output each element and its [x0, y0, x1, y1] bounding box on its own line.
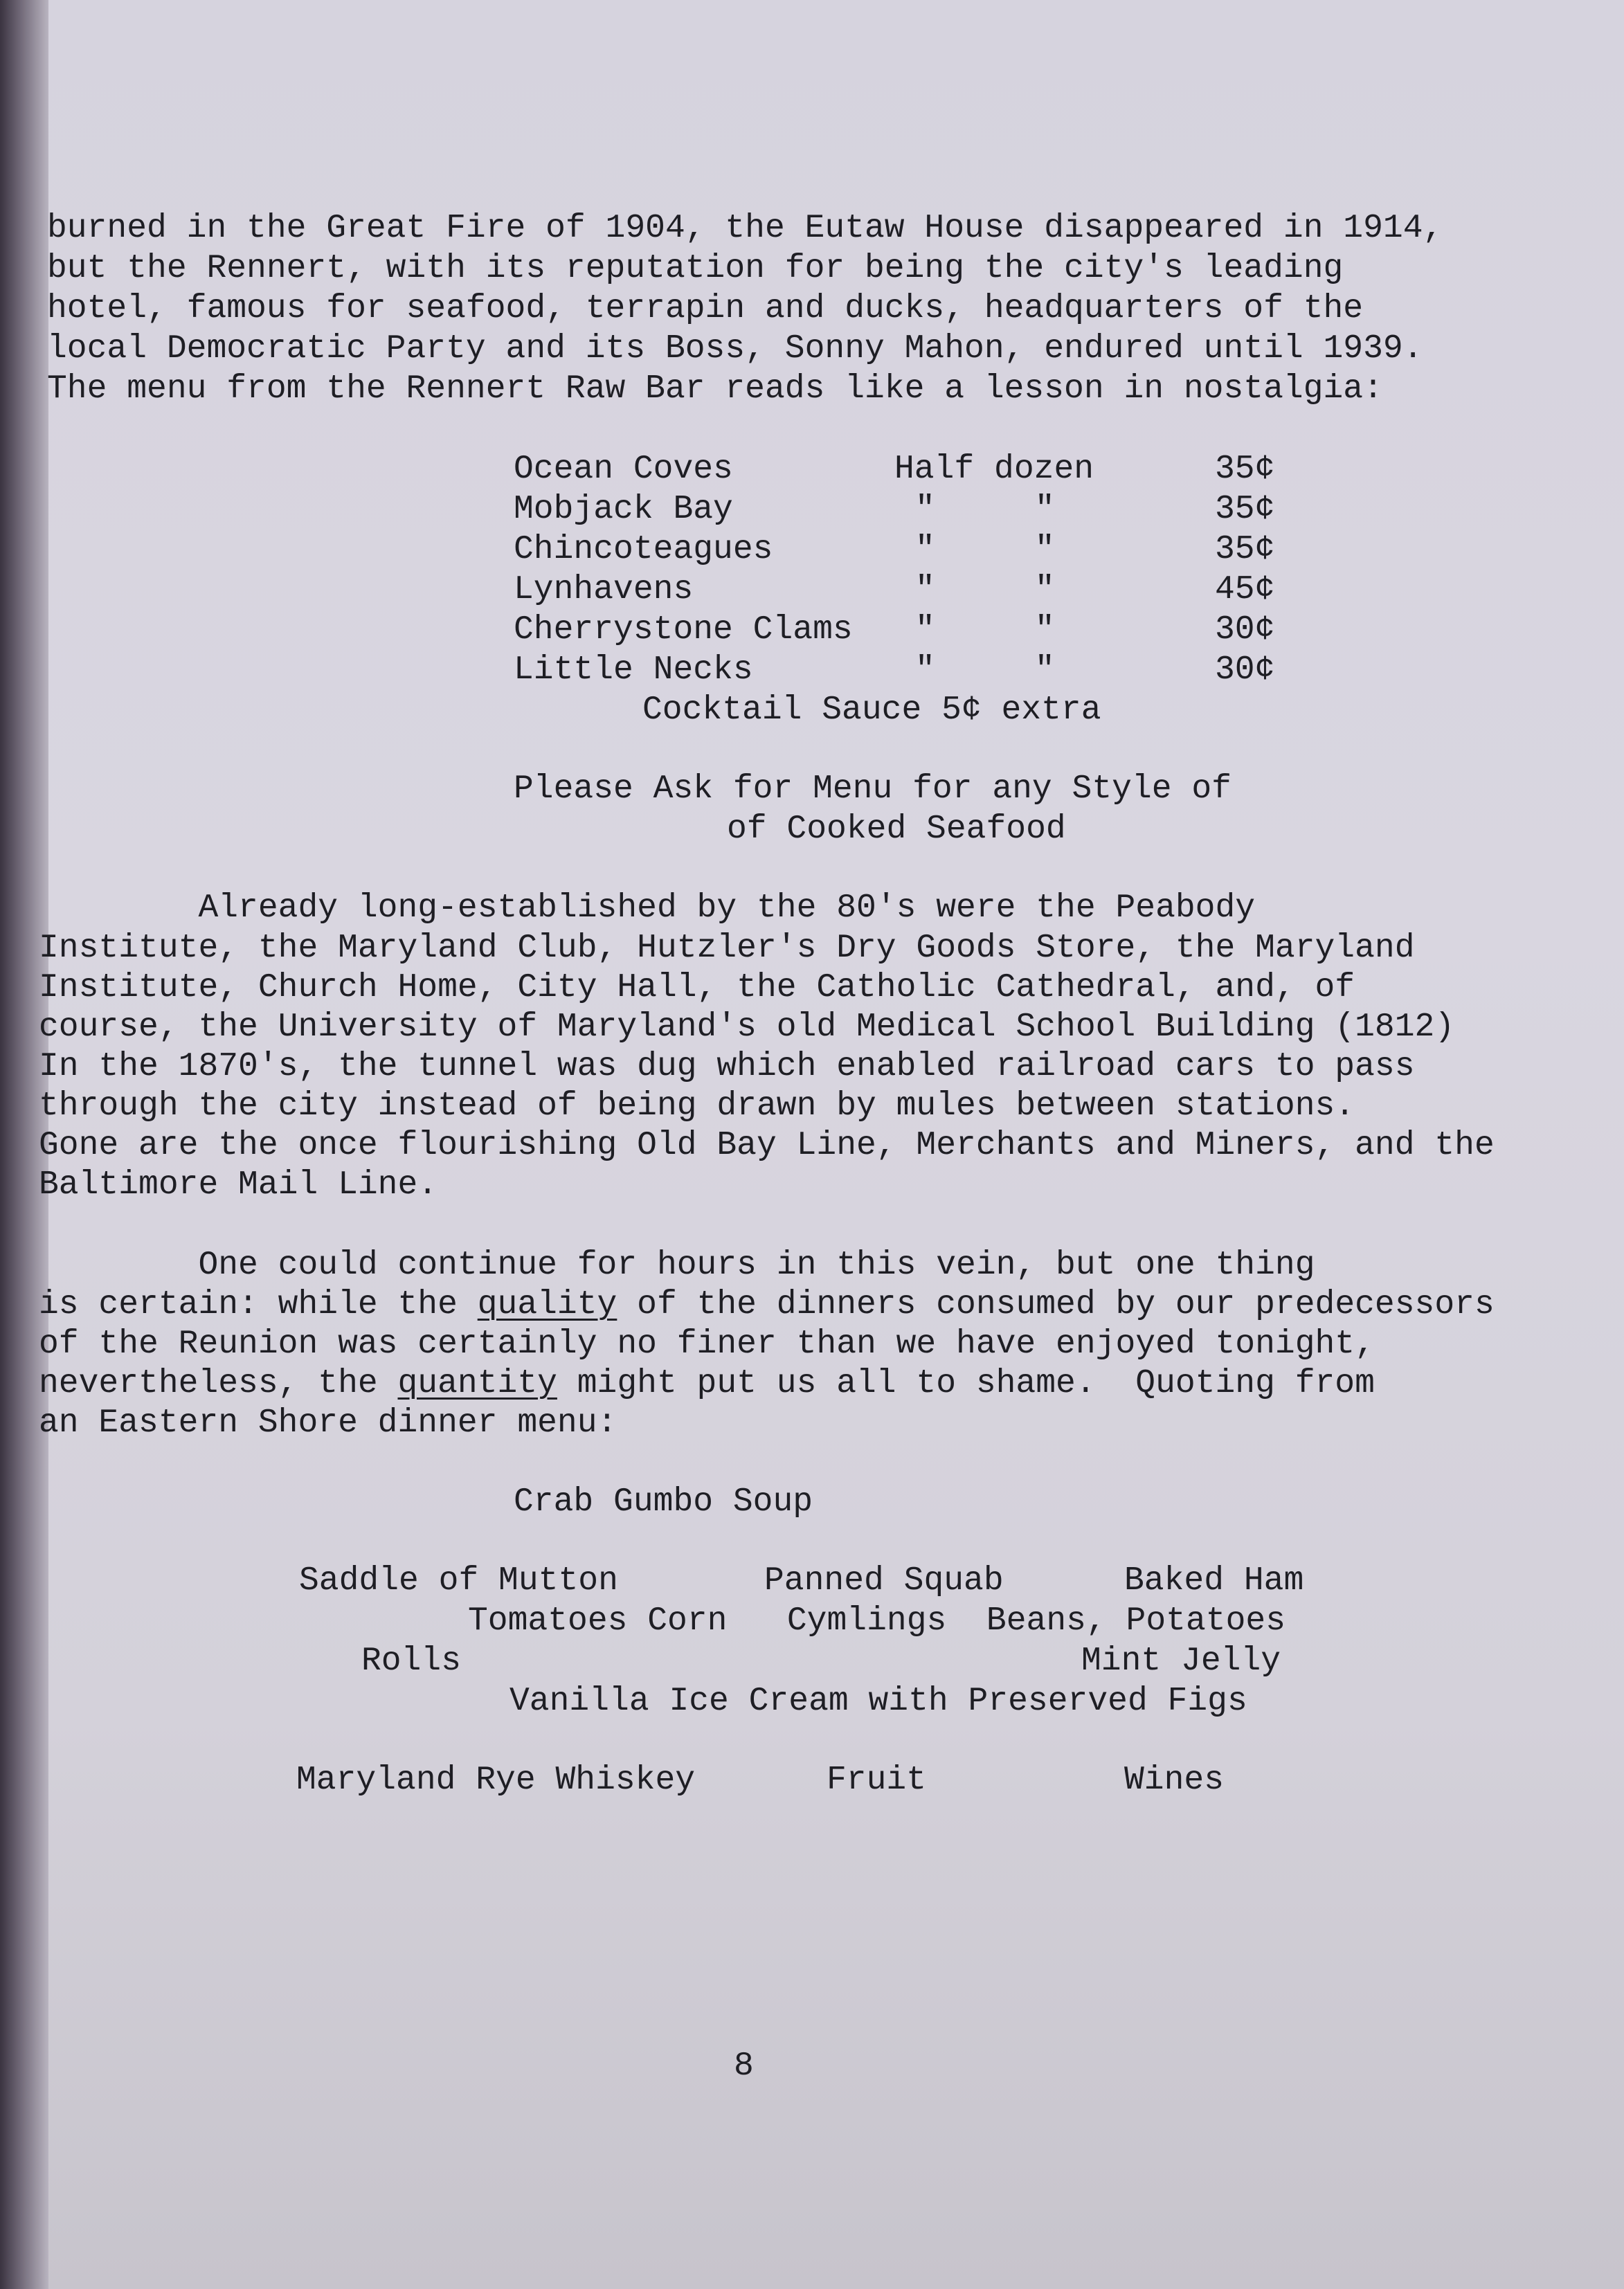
text-line: burned in the Great Fire of 1904, the Eutaw House disappeared in 1914, [47, 210, 1443, 247]
text-line: through the city instead of being drawn by mules between stations. [39, 1087, 1355, 1125]
menu-item-price: 30¢ [1215, 611, 1275, 649]
ask-menu-note: Please Ask for Menu for any Style of [514, 770, 1231, 808]
menu-jelly: Mint Jelly [1081, 1643, 1281, 1680]
menu-item-name: Lynhavens [514, 571, 694, 608]
page-number: 8 [734, 2047, 754, 2085]
menu-item-quantity: " " [915, 651, 1055, 689]
text-line: The menu from the Rennert Raw Bar reads like a lesson in nostalgia: [47, 370, 1383, 408]
text-line: One could continue for hours in this vein, but one thing [39, 1247, 1315, 1284]
menu-item-quantity: " " [915, 571, 1055, 608]
text-run: nevertheless, the [39, 1365, 398, 1402]
menu-dessert: Vanilla Ice Cream with Preserved Figs [509, 1683, 1247, 1720]
menu-item-quantity: Half dozen [894, 451, 1094, 488]
ask-menu-note-cont: of Cooked Seafood [727, 811, 1066, 848]
text-run: might put us all to shame. Quoting from [557, 1365, 1375, 1402]
text-run: of the dinners consumed by our predecessors [617, 1286, 1495, 1323]
text-run: is certain: while the [39, 1286, 478, 1323]
text-line: Baltimore Mail Line. [39, 1166, 438, 1204]
text-line: hotel, famous for seafood, terrapin and ducks, headquarters of the [47, 290, 1364, 327]
text-line: Already long-established by the 80's were the Peabody [39, 889, 1256, 927]
menu-item-name: Ocean Coves [514, 451, 733, 488]
menu-item-price: 35¢ [1215, 531, 1275, 568]
text-line: of the Reunion was certainly no finer than we have enjoyed tonight, [39, 1326, 1375, 1363]
menu-main: Panned Squab [764, 1562, 1004, 1600]
text-line [39, 1285, 1495, 1324]
text-line: an Eastern Shore dinner menu: [39, 1404, 617, 1442]
text-line: In the 1870's, the tunnel was dug which enabled railroad cars to pass [39, 1048, 1415, 1085]
menu-item-quantity: " " [915, 611, 1055, 649]
menu-item-name: Little Necks [514, 651, 753, 689]
text-line: Institute, Church Home, City Hall, the Catholic Cathedral, and, of [39, 969, 1355, 1006]
text-line: Gone are the once flourishing Old Bay Line, Merchants and Miners, and the [39, 1127, 1495, 1164]
text-line: Institute, the Maryland Club, Hutzler's Dry Goods Store, the Maryland [39, 930, 1415, 967]
menu-item-price: 30¢ [1215, 651, 1275, 689]
menu-item-price: 45¢ [1215, 571, 1275, 608]
underlined-word: quality [477, 1286, 617, 1323]
text-line [39, 1364, 1375, 1403]
menu-drink: Maryland Rye Whiskey [296, 1762, 696, 1799]
menu-item-quantity: " " [915, 531, 1055, 568]
menu-main: Saddle of Mutton [299, 1562, 618, 1600]
text-line: but the Rennert, with its reputation for being the city's leading [47, 250, 1344, 287]
menu-vegetables: Tomatoes Corn Cymlings Beans, Potatoes [468, 1602, 1285, 1640]
menu-item-name: Mobjack Bay [514, 491, 733, 528]
menu-item-name: Chincoteagues [514, 531, 773, 568]
menu-item-quantity: " " [915, 491, 1055, 528]
menu-drink: Fruit [827, 1762, 927, 1799]
text-line: course, the University of Maryland's old Medical School Building (1812) [39, 1008, 1455, 1046]
menu-item-price: 35¢ [1215, 451, 1275, 488]
menu-item-price: 35¢ [1215, 491, 1275, 528]
underlined-word: quantity [397, 1365, 557, 1402]
menu-main: Baked Ham [1124, 1562, 1304, 1600]
menu-soup: Crab Gumbo Soup [514, 1483, 813, 1521]
sauce-note: Cocktail Sauce 5¢ extra [642, 691, 1101, 729]
menu-rolls: Rolls [361, 1643, 462, 1680]
menu-drink: Wines [1124, 1762, 1225, 1799]
text-line: local Democratic Party and its Boss, Sonny Mahon, endured until 1939. [47, 330, 1423, 368]
menu-item-name: Cherrystone Clams [514, 611, 853, 649]
